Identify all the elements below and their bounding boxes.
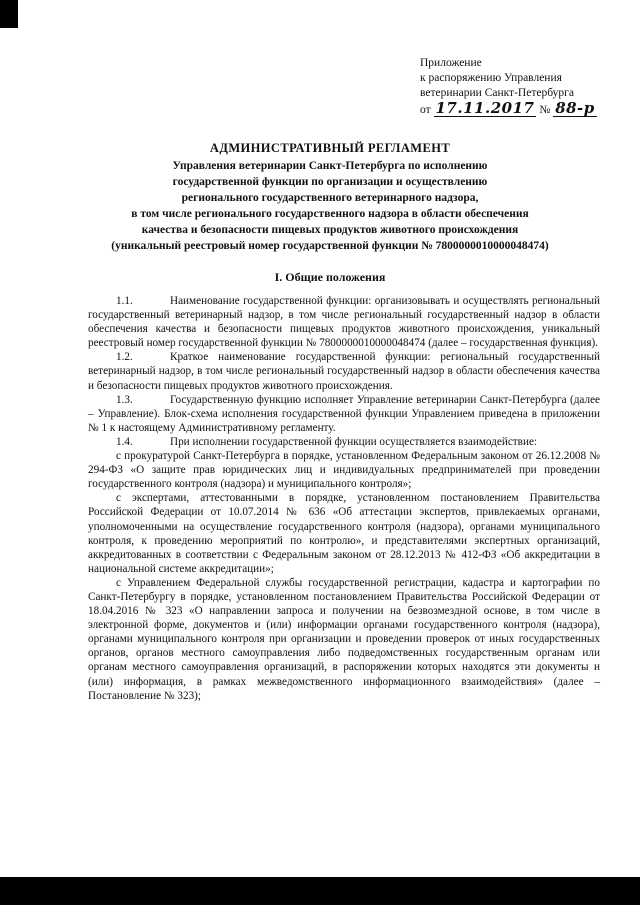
paragraph-prosecutor: с прокуратурой Санкт-Петербурга в порядке, установленном Федеральным законом от 26.12.2008 № 294-ФЗ «О защите прав юридических лиц и индивидуальных предпринимателей при проведении государственного контроля (надзора) и муниципального контроля»; xyxy=(88,450,600,491)
document-body xyxy=(88,294,600,703)
paragraph-number: 1.2. xyxy=(116,351,133,364)
paragraph-1-2 xyxy=(88,350,600,392)
paragraph-number: 1.1. xyxy=(116,295,133,307)
paragraph-number: 1.4. xyxy=(116,435,133,448)
appendix-label: Приложение xyxy=(420,57,482,69)
title-line-4: в том числе регионального государственного надзора в области обеспечения xyxy=(131,208,529,220)
title-line-2: государственной функции по организации и осуществлению xyxy=(172,176,488,188)
handwritten-date: 17.11.2017 xyxy=(435,99,535,117)
paragraph-text: При исполнении государственной функции осуществляется взаимодействие: xyxy=(170,435,538,448)
paragraph-text: Наименование государственной функции: организовывать и осуществлять региональный государственный ветеринарный надзор, в том числе региональный государственный надзор в области обеспечения качества и безопасности пищевых продуктов животного происхождения, уникальный реестровый номер государственной функции № 7800000010000048474 (далее – государственная функция). xyxy=(88,295,600,350)
title-line-6: (уникальный реестровый номер государственной функции № 7800000010000048474) xyxy=(111,240,549,252)
document-title: АДМИНИСТРАТИВНЫЙ РЕГЛАМЕНТ xyxy=(209,141,451,155)
paragraph-experts: с экспертами, аттестованными в порядке, установленном постановлением Правительства Российской Федерации от 10.07.2014 № 636 «Об аттестации экспертов, привлекаемых органами, уполномоченными на осуществление государственного контроля (надзора), органами муниципального контроля, к проведению мероприятий по контролю», и представителями экспертных организаций, аккредитованных в соответствии с Федеральным законом от 28.12.2013 № 412-ФЗ «Об аккредитации в национальной системе аккредитации»; xyxy=(88,492,600,575)
scan-corner-mark xyxy=(0,0,18,28)
title-line-3: регионального государственного ветеринарного надзора, xyxy=(181,192,479,204)
date-prefix: от xyxy=(420,104,431,116)
appendix-order-ref: к распоряжению Управления xyxy=(420,72,562,84)
handwritten-number: 88-р xyxy=(555,99,595,117)
appendix-date-number xyxy=(420,101,620,118)
document-title-block xyxy=(60,140,600,254)
paragraph-1-4 xyxy=(88,435,600,449)
appendix-authority: ветеринарии Санкт-Петербурга xyxy=(420,87,574,99)
paragraph-1-1 xyxy=(88,294,600,350)
paragraph-rosreestr: с Управлением Федеральной службы государственной регистрации, кадастра и картографии по Санкт-Петербургу в порядке, установленном постановлением Правительства Российской Федерации от 18.04.2016 № 323 «О направлении запроса и получении на безвозмездной основе, в том числе в электронной форме, документов и (или) информации органами государственного контроля (надзора), органами муниципального контроля при организации и проведении проверок от иных государственных органов, органов местного самоуправления либо подведомственных государственным органам или органам местного самоуправления организаций, в распоряжении которых находятся эти документы и (или) информация, в рамках межведомственного информационного взаимодействия» (далее – Постановление № 323); xyxy=(88,576,600,702)
title-line-5: качества и безопасности пищевых продуктов животного происхождения xyxy=(141,224,519,236)
section-heading: I. Общие положения xyxy=(274,270,386,284)
title-line-1: Управления ветеринарии Санкт-Петербурга по исполнению xyxy=(172,160,488,172)
paragraph-number: 1.3. xyxy=(116,393,133,406)
paragraph-text: Краткое наименование государственной функции: региональный государственный ветеринарный надзор, в том числе региональный государственный надзор в области обеспечения качества и безопасности пищевых продуктов животного происхождения. xyxy=(88,351,600,392)
paragraph-text: Государственную функцию исполняет Управление ветеринарии Санкт-Петербурга (далее – Управление). Блок-схема исполнения государственной функции Управлением приведена в приложении № 1 к настоящему Административному регламенту. xyxy=(88,393,600,434)
appendix-block xyxy=(420,56,620,118)
scan-bottom-border xyxy=(0,877,640,905)
paragraph-1-3 xyxy=(88,393,600,435)
number-prefix: № xyxy=(539,104,551,116)
